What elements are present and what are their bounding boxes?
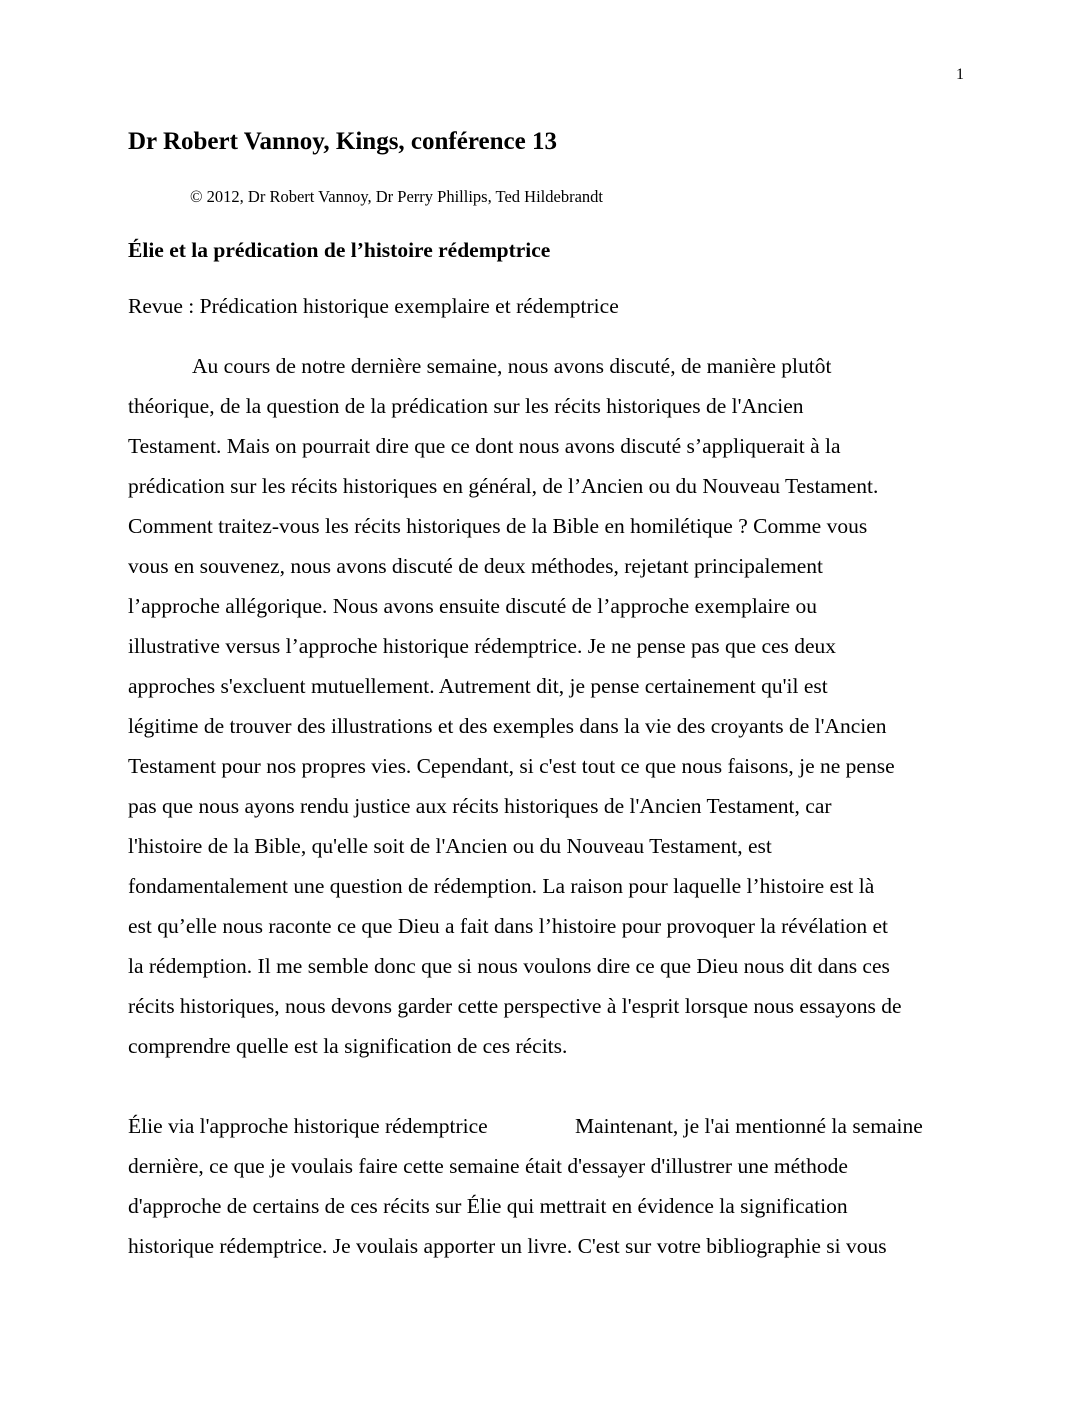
paragraph2-opening: Maintenant, je l'ai mentionné la semaine: [575, 1114, 923, 1138]
paragraph1-line: la rédemption. Il me semble donc que si nous voulons dire ce que Dieu nous dit dans ces: [128, 954, 890, 978]
paragraph1-line: prédication sur les récits historiques en général, de l’Ancien ou du Nouveau Testament.: [128, 474, 879, 498]
page-number: 1: [956, 66, 964, 83]
paragraph-gap: [128, 1070, 978, 1110]
document-title: Dr Robert Vannoy, Kings, conférence 13: [128, 128, 557, 155]
paragraph1-line: théorique, de la question de la prédication sur les récits historiques de l'Ancien: [128, 394, 804, 418]
paragraph2-first-line: [128, 1110, 978, 1150]
review-subheading: Revue : Prédication historique exemplaire et rédemptrice: [128, 294, 619, 318]
paragraph1-line: l’approche allégorique. Nous avons ensuite discuté de l’approche exemplaire ou: [128, 594, 817, 618]
paragraph1-line: Testament pour nos propres vies. Cependant, si c'est tout ce que nous faisons, je ne pense: [128, 754, 895, 778]
paragraph1-line: est qu’elle nous raconte ce que Dieu a fait dans l’histoire pour provoquer la révélation et: [128, 914, 888, 938]
paragraph2-line: historique rédemptrice. Je voulais apporter un livre. C'est sur votre bibliographie si vous: [128, 1234, 887, 1258]
paragraph1-line: comprendre quelle est la signification de ces récits.: [128, 1034, 568, 1058]
paragraph1-line: Testament. Mais on pourrait dire que ce dont nous avons discuté s’appliquerait à la: [128, 434, 841, 458]
section-heading: Élie et la prédication de l’histoire rédemptrice: [128, 238, 551, 262]
paragraph1-line: illustrative versus l’approche historique rédemptrice. Je ne pense pas que ces deux: [128, 634, 837, 658]
body-text: [128, 350, 978, 1270]
paragraph1-line: Au cours de notre dernière semaine, nous avons discuté, de manière plutôt: [192, 354, 832, 378]
paragraph1-line: l'histoire de la Bible, qu'elle soit de l'Ancien ou du Nouveau Testament, est: [128, 834, 772, 858]
paragraph2-line: dernière, ce que je voulais faire cette semaine était d'essayer d'illustrer une méthode: [128, 1154, 848, 1178]
paragraph1-line: Comment traitez-vous les récits historiques de la Bible en homilétique ? Comme vous: [128, 514, 868, 538]
paragraph1-line: fondamentalement une question de rédemption. La raison pour laquelle l’histoire est là: [128, 874, 875, 898]
paragraph1-line: vous en souvenez, nous avons discuté de deux méthodes, rejetant principalement: [128, 554, 823, 578]
paragraph1-line: légitime de trouver des illustrations et des exemples dans la vie des croyants de l'Ancien: [128, 714, 887, 738]
run-in-heading: Élie via l'approche historique rédemptrice: [128, 1114, 488, 1138]
paragraph1-line: récits historiques, nous devons garder cette perspective à l'esprit lorsque nous essayons de: [128, 994, 902, 1018]
paragraph2-line: d'approche de certains de ces récits sur Élie qui mettrait en évidence la signification: [128, 1194, 848, 1218]
paragraph1-line: approches s'excluent mutuellement. Autrement dit, je pense certainement qu'il est: [128, 674, 828, 698]
copyright-line: © 2012, Dr Robert Vannoy, Dr Perry Phillips, Ted Hildebrandt: [190, 187, 603, 206]
paragraph1-line: pas que nous ayons rendu justice aux récits historiques de l'Ancien Testament, car: [128, 794, 832, 818]
